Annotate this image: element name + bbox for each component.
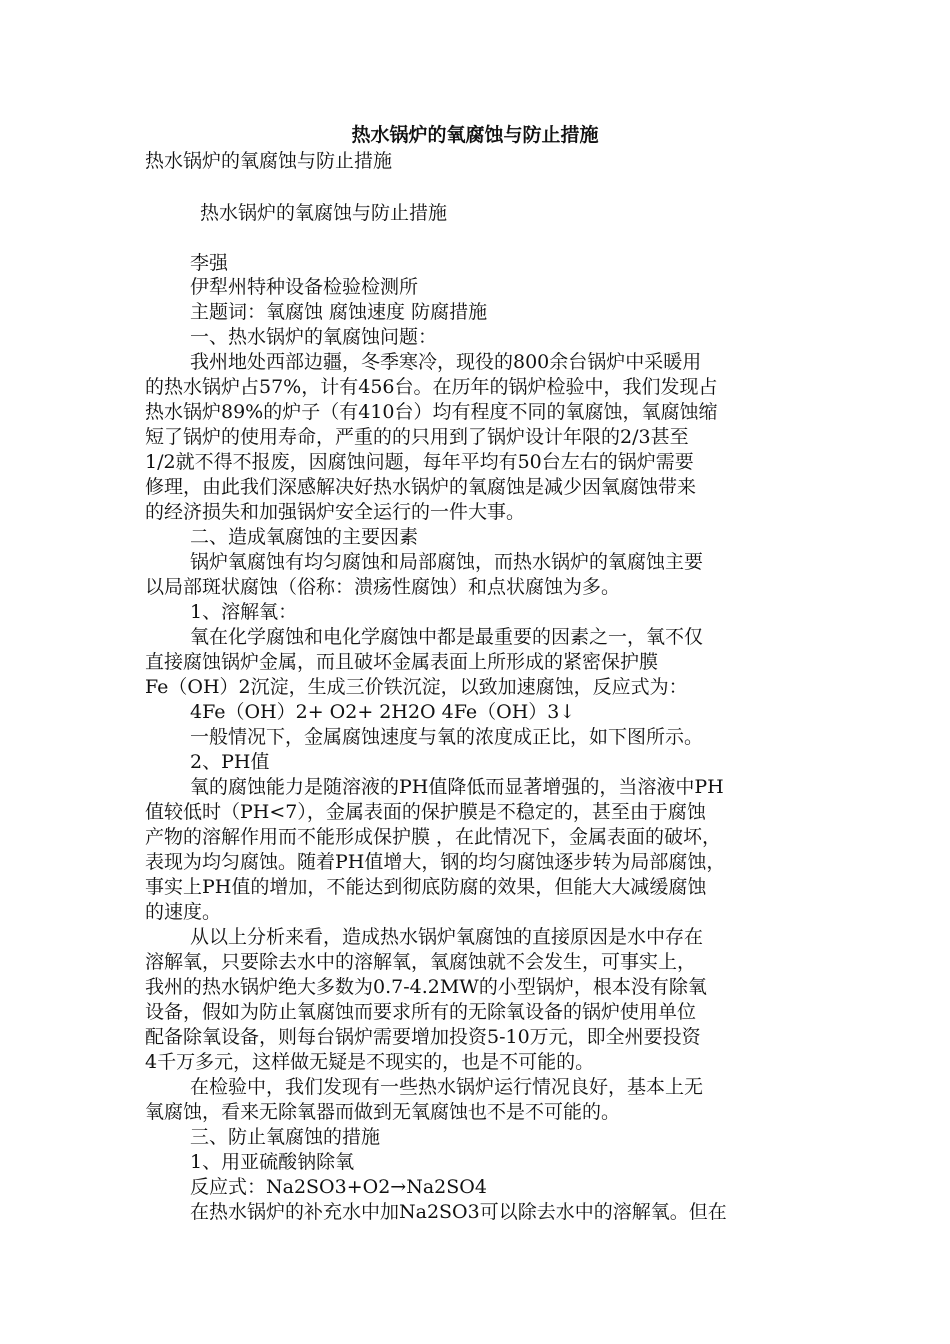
body-text-line: 产物的溶解作用而不能形成保护膜 ，在此情况下，金属表面的破坏，: [145, 826, 722, 848]
section-heading-3: 三、防止氧腐蚀的措施: [190, 1126, 381, 1148]
section-heading-1: 一、热水锅炉的氧腐蚀问题：: [190, 326, 438, 348]
subtitle-line: 热水锅炉的氧腐蚀与防止措施: [145, 150, 393, 172]
body-text-line: 1/2就不得不报废，因腐蚀问题，每年平均有50台左右的锅炉需要: [145, 451, 694, 473]
body-text-line: 的速度。: [145, 901, 222, 923]
body-text-line: 短了锅炉的使用寿命，严重的的只用到了锅炉设计年限的2/3甚至: [145, 426, 689, 448]
author-name: 李强: [190, 252, 229, 274]
body-text-line: 的热水锅炉占57%，计有456台。在历年的锅炉检验中，我们发现占: [145, 376, 718, 398]
body-text-line: 直接腐蚀锅炉金属，而且破坏金属表面上所形成的紧密保护膜: [145, 651, 659, 673]
body-text-line: Fe（OH）2沉淀，生成三价铁沉淀，以致加速腐蚀，反应式为：: [145, 676, 688, 698]
body-text-line: 设备，假如为防止氧腐蚀而要求所有的无除氧设备的锅炉使用单位: [145, 1001, 697, 1023]
subsection-heading: 1、用亚硫酸钠除氧: [190, 1151, 355, 1173]
document-title: 热水锅炉的氧腐蚀与防止措施: [351, 124, 599, 146]
author-affiliation: 伊犁州特种设备检验检测所: [190, 276, 419, 298]
body-text-line: 配备除氧设备，则每台锅炉需要增加投资5-10万元，即全州要投资: [145, 1026, 701, 1048]
body-text-line: 锅炉氧腐蚀有均匀腐蚀和局部腐蚀，而热水锅炉的氧腐蚀主要: [190, 551, 704, 573]
body-text-line: 从以上分析来看，造成热水锅炉氧腐蚀的直接原因是水中存在: [190, 926, 704, 948]
body-text-line: 修理，由此我们深感解决好热水锅炉的氧腐蚀是减少因氧腐蚀带来: [145, 476, 697, 498]
body-text-line: 4千万多元，这样做无疑是不现实的，也是不可能的。: [145, 1051, 595, 1073]
subsection-heading: 2、PH值: [190, 751, 270, 773]
body-text-line: 氧腐蚀，看来无除氧器而做到无氧腐蚀也不是不可能的。: [145, 1101, 621, 1123]
section-heading-2: 二、造成氧腐蚀的主要因素: [190, 526, 419, 548]
body-text-line: 氧的腐蚀能力是随溶液的PH值降低而显著增强的，当溶液中PH: [190, 776, 724, 798]
body-text-line: 我州的热水锅炉绝大多数为0.7-4.2MW的小型锅炉，根本没有除氧: [145, 976, 707, 998]
subtitle-indented-line: 热水锅炉的氧腐蚀与防止措施: [200, 202, 448, 224]
body-text-line: 在热水锅炉的补充水中加Na2SO3可以除去水中的溶解氧。但在: [190, 1201, 727, 1223]
body-text-line: 以局部斑状腐蚀（俗称：溃疡性腐蚀）和点状腐蚀为多。: [145, 576, 621, 598]
body-text-line: 我州地处西部边疆，冬季寒冷，现役的800余台锅炉中采暖用: [190, 351, 702, 373]
body-text-line: 在检验中，我们发现有一些热水锅炉运行情况良好，基本上无: [190, 1076, 704, 1098]
reaction-equation: 4Fe（OH）2+ O2+ 2H2O 4Fe（OH）3↓: [190, 701, 576, 723]
reaction-equation: 反应式：Na2SO3+O2→Na2SO4: [190, 1176, 487, 1198]
body-text-line: 表现为均匀腐蚀。随着PH值增大，钢的均匀腐蚀逐步转为局部腐蚀，: [145, 851, 726, 873]
body-text-line: 氧在化学腐蚀和电化学腐蚀中都是最重要的因素之一，氧不仅: [190, 626, 704, 648]
keywords-line: 主题词：氧腐蚀 腐蚀速度 防腐措施: [190, 301, 488, 323]
body-text-line: 的经济损失和加强锅炉安全运行的一件大事。: [145, 501, 526, 523]
body-text-line: 热水锅炉89%的炉子（有410台）均有程度不同的氧腐蚀，氧腐蚀缩: [145, 401, 718, 423]
body-text-line: 一般情况下，金属腐蚀速度与氧的浓度成正比，如下图所示。: [190, 726, 704, 748]
subsection-heading: 1、溶解氧：: [190, 601, 298, 623]
body-text-line: 值较低时（PH<7），金属表面的保护膜是不稳定的，甚至由于腐蚀: [145, 801, 706, 823]
body-text-line: 溶解氧，只要除去水中的溶解氧，氧腐蚀就不会发生，可事实上，: [145, 951, 697, 973]
body-text-line: 事实上PH值的增加，不能达到彻底防腐的效果，但能大大减缓腐蚀: [145, 876, 707, 898]
